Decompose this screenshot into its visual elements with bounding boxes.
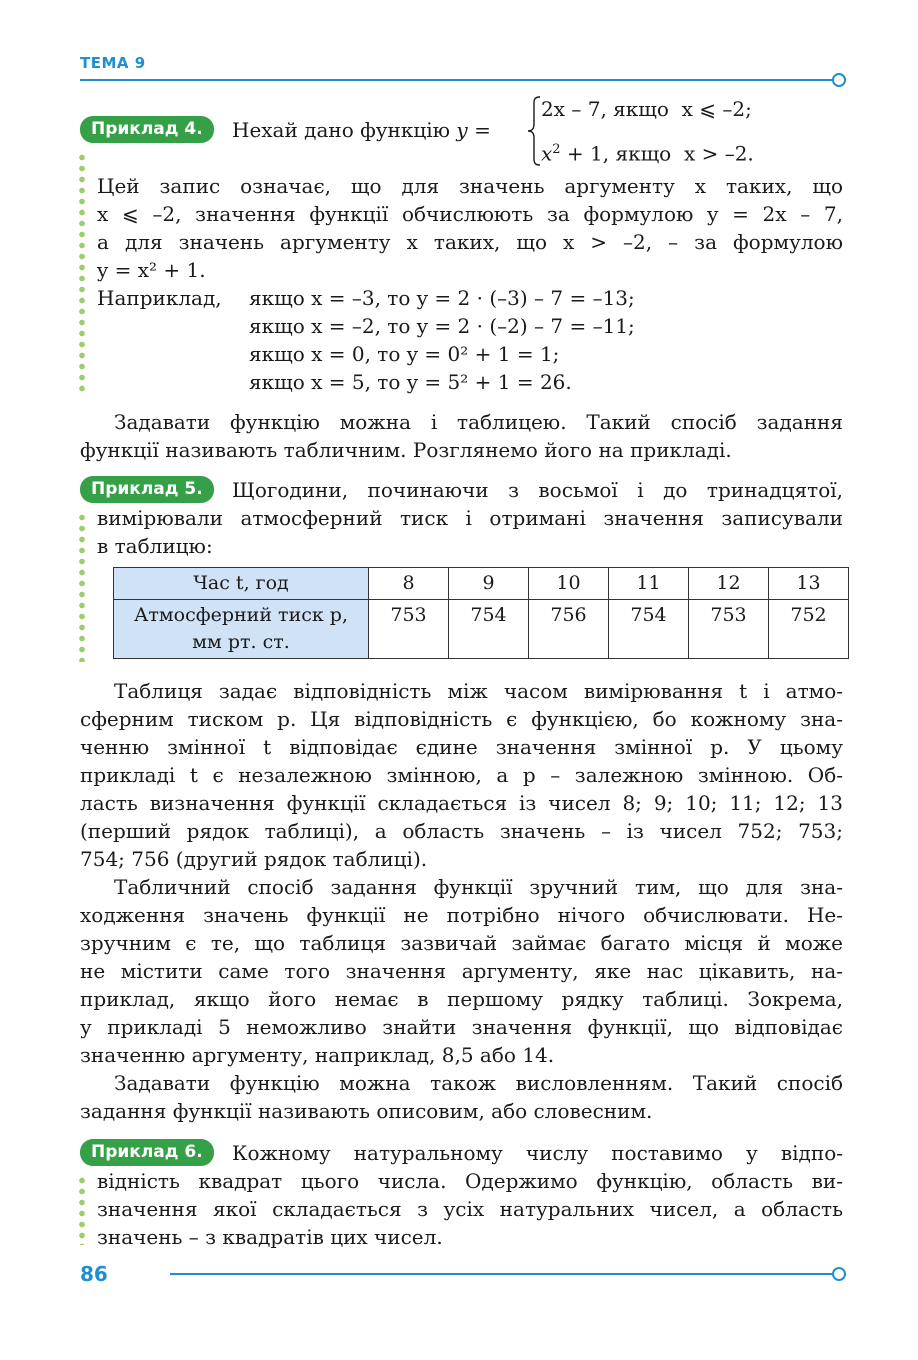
ex4-example-label: Наприклад, bbox=[97, 286, 222, 310]
example-4-badge: Приклад 4. bbox=[80, 116, 214, 143]
table-row-pressure bbox=[114, 600, 849, 659]
table-cell-time: 9 bbox=[449, 568, 529, 600]
example-4-dots bbox=[79, 152, 85, 392]
body-p1-line-1: Таблиця задає відповідність між часом вимірювання t і атмо- bbox=[114, 679, 843, 703]
header-rule bbox=[80, 79, 834, 81]
ex5-line-2: вимірювали атмосферний тиск і отримані значення записували bbox=[97, 506, 843, 530]
ex6-line-2: відність квадрат цього числа. Одержимо функцію, область ви- bbox=[97, 1169, 843, 1193]
table-cell-pressure: 753 bbox=[689, 600, 769, 659]
table-cell-pressure: 752 bbox=[769, 600, 849, 659]
table-cell-pressure: 753 bbox=[369, 600, 449, 659]
ex5-line-3: в таблицю: bbox=[97, 534, 213, 558]
table-cell-time: 13 bbox=[769, 568, 849, 600]
body-p2-line-1: Табличний спосіб задання функції зручний тим, що для зна- bbox=[114, 875, 843, 899]
body-p3-line-2: задання функції називають описовим, або словесним. bbox=[80, 1099, 653, 1123]
ex5-line-1: Щогодини, починаючи з восьмої і до тринадцятої, bbox=[232, 478, 843, 502]
body-p2-line-6: у прикладі 5 неможливо знайти значення функції, що відповідає bbox=[80, 1015, 843, 1039]
body-p1-line-2: сферним тиском p. Ця відповідність є функцією, бо кожному зна- bbox=[80, 707, 843, 731]
example-6-dots bbox=[79, 1175, 85, 1245]
ex4-example-3: якщо x = 0, то y = 0² + 1 = 1; bbox=[249, 342, 560, 366]
example-5-dots bbox=[79, 512, 85, 662]
table-row-time bbox=[114, 568, 849, 600]
ex6-line-1: Кожному натуральному числу поставимо у відпо- bbox=[232, 1141, 843, 1165]
body-p2-line-3: зручним є те, що таблиця зазвичай займає багато місця й може bbox=[80, 931, 843, 955]
topic-label: ТЕМА 9 bbox=[80, 54, 146, 72]
table-header-pressure: Атмосферний тиск p, мм рт. ст. bbox=[114, 600, 369, 659]
body-p1-line-4: прикладі t є незалежною змінною, а p – залежною змінною. Об- bbox=[80, 763, 843, 787]
system-brace bbox=[527, 96, 541, 166]
body-p1-line-3: ченню змінної t відповідає єдине значення змінної p. У цьому bbox=[80, 735, 843, 759]
page-number: 86 bbox=[80, 1262, 108, 1286]
example-4-intro: Нехай дано функцію y = bbox=[232, 118, 491, 142]
table-cell-time: 11 bbox=[609, 568, 689, 600]
system-case-2: $x^2 + 1$, якщо x > –2. bbox=[541, 141, 754, 166]
footer-rule-end-circle bbox=[832, 1267, 846, 1281]
table-cell-pressure: 754 bbox=[609, 600, 689, 659]
table-cell-time: 10 bbox=[529, 568, 609, 600]
ex4-line-4: y = x² + 1. bbox=[97, 258, 206, 282]
system-case-1: 2x – 7, якщо x ⩽ –2; bbox=[541, 97, 752, 121]
example-5-badge: Приклад 5. bbox=[80, 476, 214, 503]
table-cell-time: 12 bbox=[689, 568, 769, 600]
body-p2-line-7: значенню аргументу, наприклад, 8,5 або 14. bbox=[80, 1043, 555, 1067]
table-cell-pressure: 756 bbox=[529, 600, 609, 659]
header-rule-end-circle bbox=[832, 73, 846, 87]
table-para-line-2: функції називають табличним. Розглянемо його на прикладі. bbox=[80, 438, 732, 462]
ex4-example-4: якщо x = 5, то y = 5² + 1 = 26. bbox=[249, 370, 572, 394]
body-p2-line-4: не містити саме того значення аргументу, яке нас цікавить, на- bbox=[80, 959, 843, 983]
body-p2-line-5: приклад, якщо його немає в першому рядку таблиці. Зокрема, bbox=[80, 987, 843, 1011]
footer-rule bbox=[170, 1273, 834, 1275]
body-p3-line-1: Задавати функцію можна також висловленням. Такий спосіб bbox=[114, 1071, 843, 1095]
body-p1-line-6: (перший рядок таблиці), а область значень – із чисел 752; 753; bbox=[80, 819, 843, 843]
ex6-line-4: значень – з квадратів цих чисел. bbox=[97, 1225, 443, 1249]
example-6-badge: Приклад 6. bbox=[80, 1139, 214, 1166]
table-para-line-1: Задавати функцію можна і таблицею. Такий спосіб задання bbox=[114, 410, 843, 434]
body-p2-line-2: ходження значень функції не потрібно нічого обчислювати. Не- bbox=[80, 903, 843, 927]
ex4-example-2: якщо x = –2, то y = 2 · (–2) – 7 = –11; bbox=[249, 314, 635, 338]
ex4-line-1: Цей запис означає, що для значень аргументу x таких, що bbox=[97, 174, 843, 198]
ex6-line-3: значення якої складається з усіх натуральних чисел, а область bbox=[97, 1197, 843, 1221]
body-p1-line-7: 754; 756 (другий рядок таблиці). bbox=[80, 847, 428, 871]
table-cell-time: 8 bbox=[369, 568, 449, 600]
pressure-table bbox=[113, 567, 849, 659]
table-cell-pressure: 754 bbox=[449, 600, 529, 659]
table-header-time: Час t, год bbox=[114, 568, 369, 600]
ex4-line-3: а для значень аргументу x таких, що x > –2, – за формулою bbox=[97, 230, 843, 254]
body-p1-line-5: ласть визначення функції складається із чисел 8; 9; 10; 11; 12; 13 bbox=[80, 791, 843, 815]
ex4-example-1: якщо x = –3, то y = 2 · (–3) – 7 = –13; bbox=[249, 286, 635, 310]
ex4-line-2: x ⩽ –2, значення функції обчислюють за формулою y = 2x – 7, bbox=[97, 202, 843, 226]
